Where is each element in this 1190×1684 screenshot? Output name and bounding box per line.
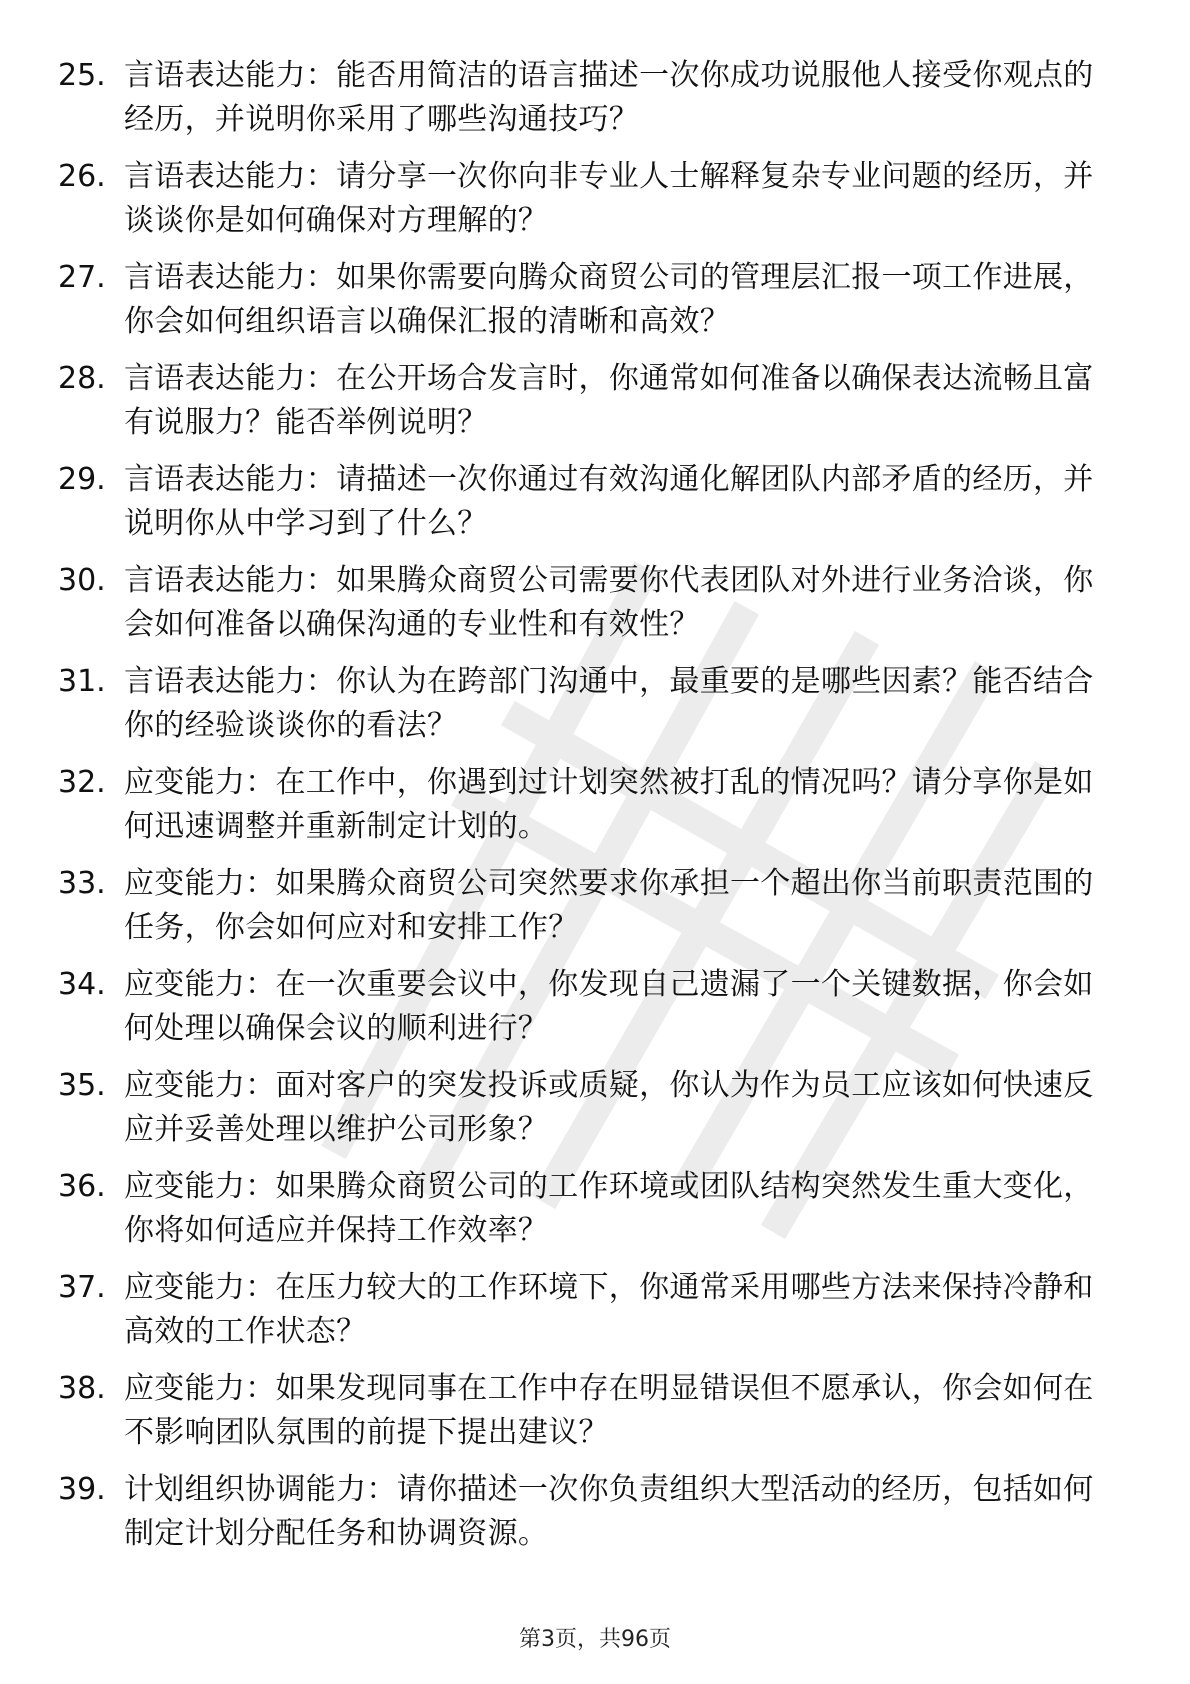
question-text: 应变能力：在工作中，你遇到过计划突然被打乱的情况吗？请分享你是如何迅速调整并重新制定计划的。 — [124, 765, 1094, 844]
question-number: 38. — [58, 1371, 106, 1406]
question-number: 39. — [58, 1472, 106, 1507]
question-text: 言语表达能力：请分享一次你向非专业人士解释复杂专业问题的经历，并谈谈你是如何确保对方理解的？ — [124, 159, 1094, 238]
question-text: 应变能力：如果发现同事在工作中存在明显错误但不愿承认，你会如何在不影响团队氛围的前提下提出建议？ — [124, 1371, 1094, 1450]
question-number: 36. — [58, 1169, 106, 1204]
question-item — [58, 155, 1118, 243]
question-number: 31. — [58, 664, 106, 699]
question-list — [58, 54, 1118, 1569]
question-text: 言语表达能力：能否用简洁的语言描述一次你成功说服他人接受你观点的经历，并说明你采用了哪些沟通技巧？ — [124, 58, 1094, 137]
question-item — [58, 559, 1118, 647]
question-number: 27. — [58, 260, 106, 295]
question-number: 32. — [58, 765, 106, 800]
question-number: 28. — [58, 361, 106, 396]
question-number: 34. — [58, 967, 106, 1002]
page-footer — [0, 1626, 1190, 1654]
question-number: 29. — [58, 462, 106, 497]
question-number: 25. — [58, 58, 106, 93]
question-text: 言语表达能力：如果你需要向腾众商贸公司的管理层汇报一项工作进展，你会如何组织语言以确保汇报的清晰和高效？ — [124, 260, 1094, 339]
question-item — [58, 862, 1118, 950]
question-text: 言语表达能力：如果腾众商贸公司需要你代表团队对外进行业务洽谈，你会如何准备以确保沟通的专业性和有效性？ — [124, 563, 1094, 642]
question-item — [58, 54, 1118, 142]
question-number: 33. — [58, 866, 106, 901]
question-item — [58, 1468, 1118, 1556]
question-text: 应变能力：面对客户的突发投诉或质疑，你认为作为员工应该如何快速反应并妥善处理以维护公司形象？ — [124, 1068, 1094, 1147]
question-text: 言语表达能力：在公开场合发言时，你通常如何准备以确保表达流畅且富有说服力？能否举例说明？ — [124, 361, 1094, 440]
question-item — [58, 1266, 1118, 1354]
question-item — [58, 660, 1118, 748]
question-item — [58, 1165, 1118, 1253]
question-text: 应变能力：在一次重要会议中，你发现自己遗漏了一个关键数据，你会如何处理以确保会议的顺利进行？ — [124, 967, 1094, 1046]
question-item — [58, 963, 1118, 1051]
question-item — [58, 761, 1118, 849]
question-item — [58, 458, 1118, 546]
question-item — [58, 1064, 1118, 1152]
question-number: 26. — [58, 159, 106, 194]
question-text: 应变能力：如果腾众商贸公司突然要求你承担一个超出你当前职责范围的任务，你会如何应对和安排工作？ — [124, 866, 1094, 945]
question-text: 言语表达能力：你认为在跨部门沟通中，最重要的是哪些因素？能否结合你的经验谈谈你的看法？ — [124, 664, 1094, 743]
question-number: 37. — [58, 1270, 106, 1305]
question-number: 30. — [58, 563, 106, 598]
question-item — [58, 1367, 1118, 1455]
question-item — [58, 256, 1118, 344]
question-text: 言语表达能力：请描述一次你通过有效沟通化解团队内部矛盾的经历，并说明你从中学习到了什么？ — [124, 462, 1094, 541]
question-text: 应变能力：如果腾众商贸公司的工作环境或团队结构突然发生重大变化，你将如何适应并保持工作效率？ — [124, 1169, 1094, 1248]
question-text: 应变能力：在压力较大的工作环境下，你通常采用哪些方法来保持冷静和高效的工作状态？ — [124, 1270, 1094, 1349]
question-text: 计划组织协调能力：请你描述一次你负责组织大型活动的经历，包括如何制定计划分配任务和协调资源。 — [124, 1472, 1094, 1551]
page-number-label: 第3页，共96页 — [519, 1627, 671, 1652]
question-item — [58, 357, 1118, 445]
question-number: 35. — [58, 1068, 106, 1103]
